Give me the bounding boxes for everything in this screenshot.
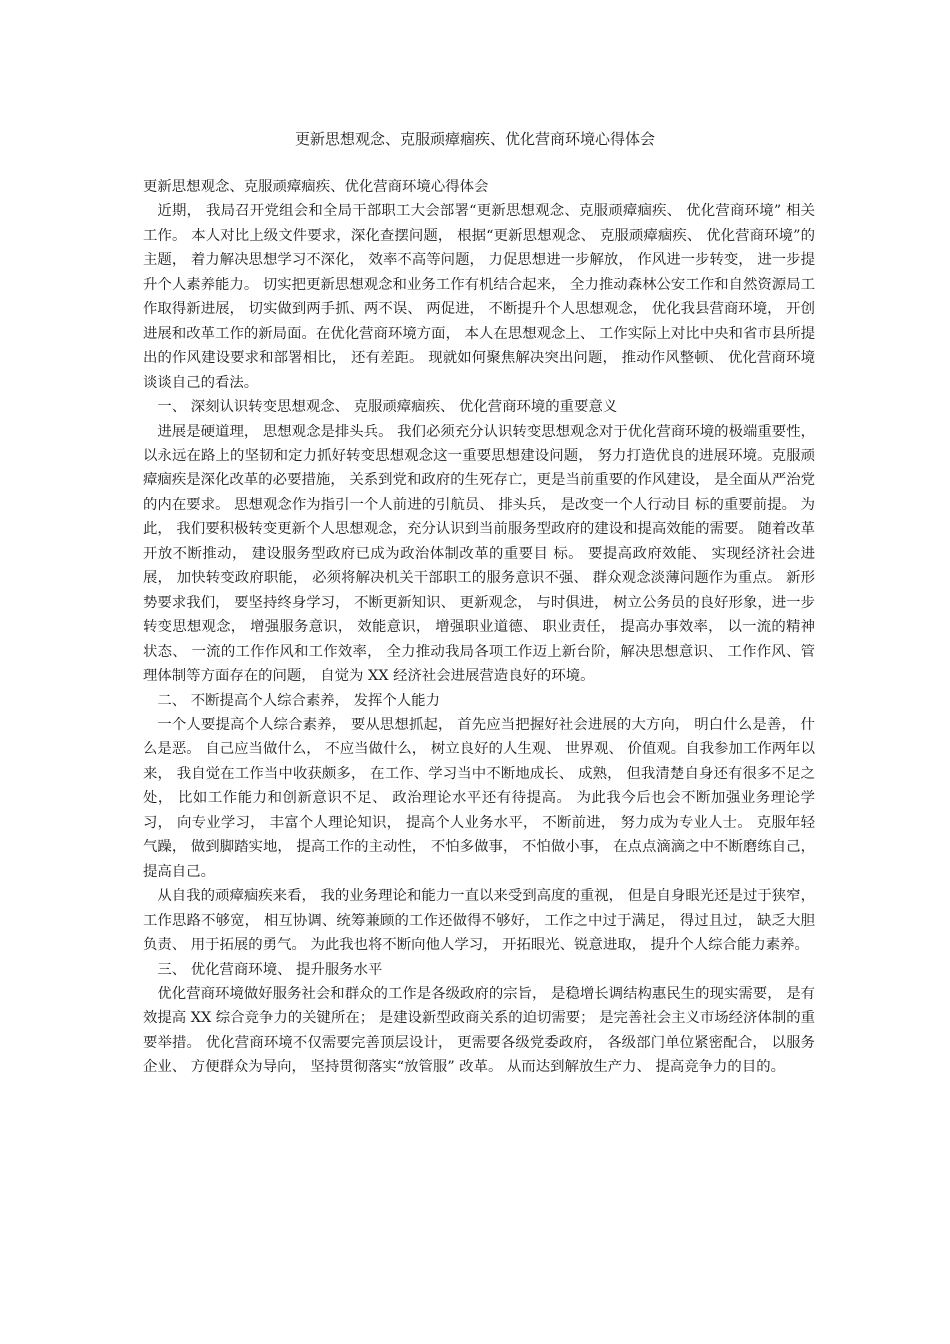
section-3-paragraph-1: 优化营商环境做好服务社会和群众的工作是各级政府的宗旨， 是稳增长调结构惠民生的现实需要， 是有效提高 XX 综合竞争力的关键所在； 是建设新型政商关系的迫切需要； 是完善社会主义市场经济体制的重要举措。 优化营商环境不仅需要完善顶层设计， 更需要各级党委政府， 各级部门单位紧密配合， 以服务企业、 方便群众为导向， 坚持贯彻落实“放管服” 改革。 从而达到解放生产力、 提高竞争力的目的。 bbox=[143, 985, 815, 1076]
section-2-paragraph-2: 从自我的顽瘴痼疾来看， 我的业务理论和能力一直以来受到高度的重视， 但是自身眼光还是过于狭窄， 工作思路不够宽， 相互协调、统筹兼顾的工作还做得不够好， 工作之中过于满足， 得过且过， 缺乏大胆负责、 用于拓展的勇气。 为此我也将不断向他人学习， 开拓眼光、锐意进取， 提升个人综合能力素养。 bbox=[143, 888, 815, 954]
section-3-heading: 三、 优化营商环境、 提升服务水平 bbox=[157, 961, 383, 978]
document-subtitle: 更新思想观念、克服顽瘴痼疾、优化营商环境心得体会 bbox=[143, 179, 489, 195]
document-title: 更新思想观念、克服顽瘴痼疾、优化营商环境心得体会 bbox=[294, 130, 655, 148]
section-2-paragraph-1: 一个人要提高个人综合素养， 要从思想抓起， 首先应当把握好社会进展的大方向， 明白什么是善， 什么是恶。 自己应当做什么， 不应当做什么， 树立良好的人生观、 世界观、 价值观。自我参加工作两年以来， 我自觉在工作当中收获颇多， 在工作、学习当中不断地成长、 成熟， 但我清楚自身还有很多不足之处， 比如工作能力和创新意识不足、 政治理论水平还有待提高。 为此我今后也会不断加强业务理论学习， 向专业学习， 丰富个人理论知识， 提高个人业务水平， 不断前进， 努力成为专业人士。 克服年轻气躁， 做到脚踏实地， 提高工作的主动性， 不怕多做事， 不怕做小事， 在点点滴滴之中不断磨练自己， 提高自己。 bbox=[143, 716, 815, 880]
section-1-heading: 一、 深刻认识转变思想观念、 克服顽瘴痼疾、 优化营商环境的重要意义 bbox=[157, 399, 618, 416]
document-body bbox=[143, 175, 815, 1080]
section-2-heading: 二、 不断提高个人综合素养， 发挥个人能力 bbox=[157, 692, 440, 709]
section-1-paragraph-1: 进展是硬道理， 思想观念是排头兵。 我们必须充分认识转变思想观念对于优化营商环境的极端重要性， 以永远在路上的坚韧和定力抓好转变思想观念这一重要思想建设问题， 努力打造优良的进展环境。克服顽瘴痼疾是深化改革的必要措施， 关系到党和政府的生死存亡，更是当前重要的作风建设， 是全面从严治党的内在要求。 思想观念作为指引一个人前进的引航员、 排头兵， 是改变一个人行动目 标的重要前提。 为此， 我们要积极转变更新个人思想观念，充分认识到当前服务型政府的建设和提高效能的需要。 随着改革开放不断推动， 建设服务型政府已成为政治体制改革的重要目 标。 要提高政府效能、 实现经济社会进展， 加快转变政府职能， 必须将解决机关干部职工的服务意识不强、 群众观念淡薄问题作为重点。 新形势要求我们， 要坚持终身学习， 不断更新知识、 更新观念， 与时俱进， 树立公务员的良好形象，进一步转变思想观念， 增强服务意识， 效能意识， 增强职业道德、 职业责任， 提高办事效率， 以一流的精神状态、 一流的工作作风和工作效率， 全力推动我局各项工作迈上新台阶，解决思想意识、 工作作风、管理体制等方面存在的问题， 自觉为 XX 经济社会进展营造良好的环境。 bbox=[143, 423, 815, 685]
intro-paragraph: 近期， 我局召开党组会和全局干部职工大会部署“更新思想观念、克服顽瘴痼疾、 优化营商环境” 相关工作。 本人对比上级文件要求，深化查摆问题， 根据“更新思想观念、 克服顽瘴痼疾、 优化营商环境”的主题， 着力解决思想学习不深化， 效率不高等问题， 力促思想进一步解放， 作风进一步转变， 进一步提升个人素养能力。 切实把更新思想观念和业务工作有机结合起来， 全力推动森林公安工作和自然资源局工作取得新进展， 切实做到两手抓、两不误、 两促进， 不断提升个人思想观念， 优化我县营商环境， 开创进展和改革工作的新局面。在优化营商环境方面， 本人在思想观念上、 工作实际上对比中央和省市县所提出的作风建设要求和部署相比， 还有差距。 现就如何聚焦解决突出问题， 推动作风整顿、 优化营商环境谈谈自己的看法。 bbox=[143, 203, 815, 391]
